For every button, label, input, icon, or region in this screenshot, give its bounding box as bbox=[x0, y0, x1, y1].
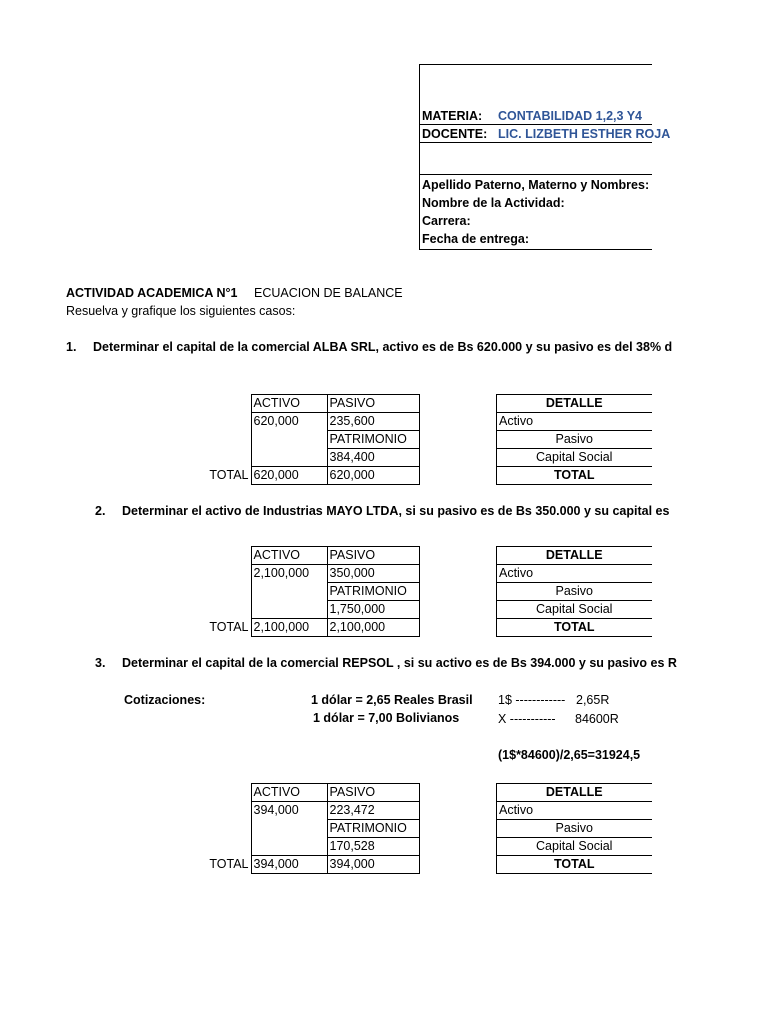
patrimonio-value: 1,750,000 bbox=[327, 601, 419, 619]
balance-table-3 bbox=[203, 783, 420, 874]
activity-name-field: Nombre de la Actividad: bbox=[422, 196, 565, 210]
detail-pasivo: Pasivo bbox=[497, 820, 652, 838]
detail-activo: Activo bbox=[497, 565, 652, 583]
header-activo: ACTIVO bbox=[251, 547, 327, 565]
balance-table-1 bbox=[203, 394, 420, 485]
balance-table-2 bbox=[203, 546, 420, 637]
activity-instruction: Resuelva y grafique los siguientes casos: bbox=[66, 304, 296, 318]
detail-table-1 bbox=[496, 394, 652, 485]
header-pasivo: PASIVO bbox=[327, 547, 419, 565]
materia-label: MATERIA: bbox=[422, 109, 483, 123]
problem-2-number: 2. bbox=[95, 504, 106, 518]
total-activo: 394,000 bbox=[251, 856, 327, 874]
calc-line-2-left: X ----------- bbox=[498, 712, 556, 726]
cotizaciones-label: Cotizaciones: bbox=[124, 693, 206, 707]
problem-3-text: Determinar el capital de la comercial REPSOL , si su activo es de Bs 394.000 y su pasivo es R bbox=[122, 656, 677, 670]
total-pasivo: 2,100,000 bbox=[327, 619, 419, 637]
conversion-formula: (1$*84600)/2,65=31924,5 bbox=[498, 748, 641, 762]
calc-line-2-right: 84600R bbox=[575, 712, 619, 726]
student-name-field: Apellido Paterno, Materno y Nombres: bbox=[422, 178, 650, 192]
docente-row bbox=[420, 125, 671, 143]
total-label: TOTAL bbox=[209, 857, 249, 871]
activity-subtitle: ECUACION DE BALANCE bbox=[254, 286, 403, 300]
activo-value: 2,100,000 bbox=[251, 565, 327, 583]
activity-title: ACTIVIDAD ACADEMICA N°1 bbox=[66, 286, 238, 300]
total-activo: 620,000 bbox=[251, 467, 327, 485]
calc-line-1-left: 1$ ------------ bbox=[498, 693, 566, 707]
docente-value: LIC. LIZBETH ESTHER ROJA bbox=[498, 127, 671, 141]
header-pasivo: PASIVO bbox=[327, 784, 419, 802]
header-patrimonio: PATRIMONIO bbox=[327, 431, 419, 449]
cotizacion-line-1: 1 dólar = 2,65 Reales Brasil bbox=[311, 693, 473, 707]
pasivo-value: 223,472 bbox=[327, 802, 419, 820]
pasivo-value: 350,000 bbox=[327, 565, 419, 583]
detail-header: DETALLE bbox=[497, 784, 652, 802]
delivery-date-field: Fecha de entrega: bbox=[422, 232, 529, 246]
detail-capital: Capital Social bbox=[497, 838, 652, 856]
header-patrimonio: PATRIMONIO bbox=[327, 583, 419, 601]
header-activo: ACTIVO bbox=[251, 784, 327, 802]
materia-row bbox=[420, 107, 652, 125]
detail-capital: Capital Social bbox=[497, 601, 652, 619]
problem-3-number: 3. bbox=[95, 656, 106, 670]
header-patrimonio: PATRIMONIO bbox=[327, 820, 419, 838]
materia-value: CONTABILIDAD 1,2,3 Y4 bbox=[498, 109, 643, 123]
detail-header: DETALLE bbox=[497, 547, 652, 565]
detail-capital: Capital Social bbox=[497, 449, 652, 467]
activo-value: 394,000 bbox=[251, 802, 327, 820]
total-label: TOTAL bbox=[209, 620, 249, 634]
cotizacion-line-2: 1 dólar = 7,00 Bolivianos bbox=[313, 711, 460, 725]
problem-2-text: Determinar el activo de Industrias MAYO LTDA, si su pasivo es de Bs 350.000 y su capital es bbox=[122, 504, 670, 518]
docente-label: DOCENTE: bbox=[422, 127, 488, 141]
patrimonio-value: 170,528 bbox=[327, 838, 419, 856]
detail-header: DETALLE bbox=[497, 395, 652, 413]
career-field: Carrera: bbox=[422, 214, 471, 228]
patrimonio-value: 384,400 bbox=[327, 449, 419, 467]
total-pasivo: 394,000 bbox=[327, 856, 419, 874]
pasivo-value: 235,600 bbox=[327, 413, 419, 431]
activo-value: 620,000 bbox=[251, 413, 327, 431]
total-pasivo: 620,000 bbox=[327, 467, 419, 485]
total-activo: 2,100,000 bbox=[251, 619, 327, 637]
detail-pasivo: Pasivo bbox=[497, 583, 652, 601]
detail-total: TOTAL bbox=[497, 856, 652, 874]
detail-activo: Activo bbox=[497, 802, 652, 820]
header-box bbox=[419, 64, 671, 250]
header-pasivo: PASIVO bbox=[327, 395, 419, 413]
detail-table-2 bbox=[496, 546, 652, 637]
detail-pasivo: Pasivo bbox=[497, 431, 652, 449]
detail-table-3 bbox=[496, 783, 652, 874]
detail-total: TOTAL bbox=[497, 619, 652, 637]
total-label: TOTAL bbox=[209, 468, 249, 482]
problem-1-number: 1. bbox=[66, 340, 77, 354]
header-activo: ACTIVO bbox=[251, 395, 327, 413]
problem-1-text: Determinar el capital de la comercial ALBA SRL, activo es de Bs 620.000 y su pasivo es del 38% d bbox=[93, 340, 673, 354]
detail-activo: Activo bbox=[497, 413, 652, 431]
calc-line-1-right: 2,65R bbox=[576, 693, 610, 707]
detail-total: TOTAL bbox=[497, 467, 652, 485]
